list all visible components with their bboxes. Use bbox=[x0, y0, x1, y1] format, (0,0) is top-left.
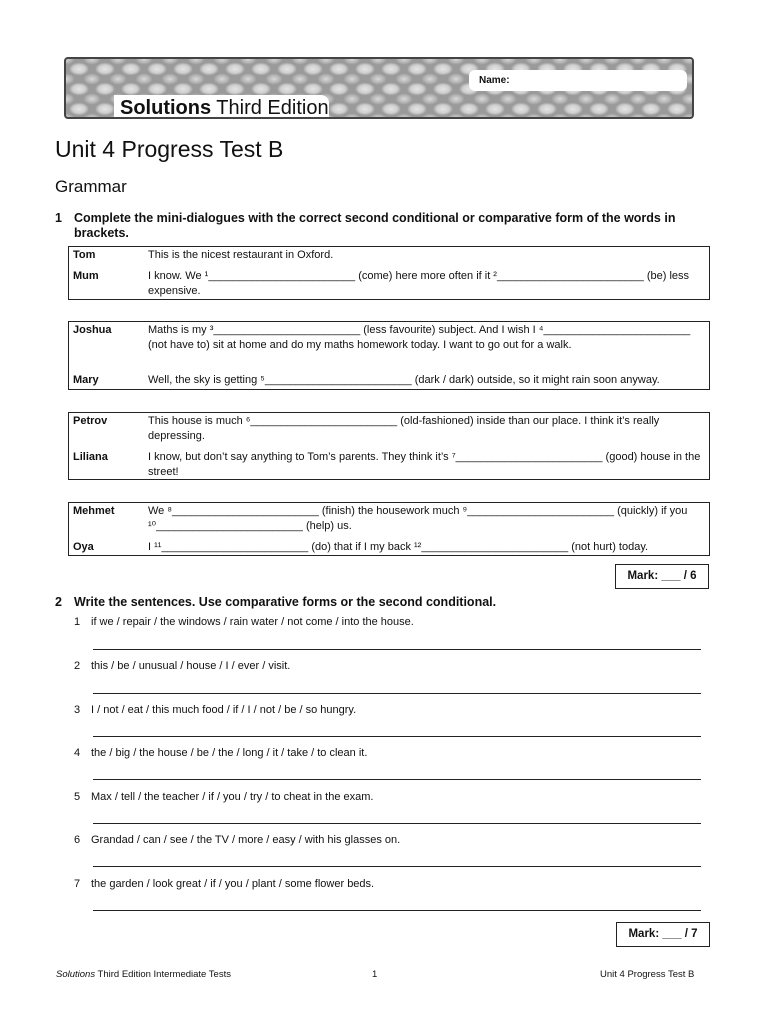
question-number: 1 bbox=[55, 211, 62, 225]
item-prompt: I / not / eat / this much food / if / I / not / be / so hungry. bbox=[91, 704, 357, 716]
dialogue-box-4 bbox=[68, 502, 710, 556]
footer-left bbox=[56, 969, 231, 980]
speaker: Liliana bbox=[73, 451, 108, 463]
dialogue-text: I know, but don’t say anything to Tom’s parents. They think it’s ⁷________________________ (good) house in the street! bbox=[148, 451, 701, 478]
speaker: Mary bbox=[73, 374, 99, 386]
name-field[interactable] bbox=[469, 70, 687, 91]
page-number: 1 bbox=[372, 969, 378, 980]
dialogue-text: Well, the sky is getting ⁵________________________ (dark / dark) outside, so it might rain soon anyway. bbox=[148, 374, 660, 386]
answer-line[interactable] bbox=[93, 649, 701, 650]
brand-title bbox=[114, 95, 329, 119]
answer-line[interactable] bbox=[93, 823, 701, 824]
dialogue-line bbox=[69, 248, 709, 269]
item-prompt: the / big / the house / be / the / long / it / take / to clean it. bbox=[91, 747, 368, 759]
item-number: 6 bbox=[74, 834, 81, 846]
answer-line[interactable] bbox=[93, 779, 701, 780]
dialogue-line bbox=[69, 450, 709, 480]
item-prompt: Max / tell / the teacher / if / you / try / to cheat in the exam. bbox=[91, 791, 374, 803]
answer-line[interactable] bbox=[93, 693, 701, 694]
answer-line[interactable] bbox=[93, 736, 701, 737]
dialogue-line bbox=[69, 504, 709, 540]
brand-edition: Third Edition bbox=[211, 97, 329, 119]
dialogue-line bbox=[69, 414, 709, 450]
dialogue-text: This is the nicest restaurant in Oxford. bbox=[148, 249, 334, 261]
speaker: Mum bbox=[73, 270, 99, 282]
dialogue-text: This house is much ⁶________________________ (old-fashioned) inside than our place. I think it’s really depressing. bbox=[148, 415, 660, 442]
footer-brand: Solutions bbox=[56, 969, 96, 980]
item-number: 1 bbox=[74, 616, 81, 628]
dialogue-box-1 bbox=[68, 246, 710, 300]
dialogue-line bbox=[69, 269, 709, 299]
item-number: 5 bbox=[74, 791, 81, 803]
header-banner bbox=[64, 57, 694, 119]
name-label: Name: bbox=[479, 75, 510, 86]
dialogue-text: I ¹¹________________________ (do) that if I my back ¹²________________________ (not hurt) today. bbox=[148, 541, 649, 553]
item-number: 3 bbox=[74, 704, 81, 716]
item-number: 7 bbox=[74, 878, 81, 890]
speaker: Petrov bbox=[73, 415, 108, 427]
footer-right: Unit 4 Progress Test B bbox=[600, 969, 695, 980]
speaker: Tom bbox=[73, 249, 96, 261]
section-title: Grammar bbox=[55, 177, 127, 196]
question-instruction: Complete the mini-dialogues with the correct second conditional or comparative form of the words in brackets. bbox=[74, 211, 676, 240]
answer-line[interactable] bbox=[93, 910, 701, 911]
dialogue-line bbox=[69, 540, 709, 555]
dialogue-text: Maths is my ³________________________ (less favourite) subject. And I wish I ⁴________________________ (not have to) sit at home and do my maths homework today. I want to go out for a walk. bbox=[148, 324, 691, 351]
item-prompt: this / be / unusual / house / I / ever / visit. bbox=[91, 660, 291, 672]
answer-line[interactable] bbox=[93, 866, 701, 867]
dialogue-box-2 bbox=[68, 321, 710, 390]
mark-box-q2[interactable]: Mark: ___ / 7 bbox=[616, 922, 710, 947]
mark-box-q1[interactable]: Mark: ___ / 6 bbox=[615, 564, 709, 589]
item-number: 2 bbox=[74, 660, 81, 672]
brand-name: Solutions bbox=[120, 97, 212, 119]
item-prompt: if we / repair / the windows / rain water / not come / into the house. bbox=[91, 616, 414, 628]
question-number: 2 bbox=[55, 595, 62, 609]
page-title: Unit 4 Progress Test B bbox=[55, 136, 284, 162]
speaker: Mehmet bbox=[73, 505, 115, 517]
footer-book: Third Edition Intermediate Tests bbox=[95, 969, 231, 980]
item-prompt: the garden / look great / if / you / plant / some flower beds. bbox=[91, 878, 375, 890]
dialogue-line bbox=[69, 323, 709, 373]
dialogue-text: I know. We ¹________________________ (come) here more often if it ²________________________ (be) less expensive. bbox=[148, 270, 690, 297]
dialogue-text: We ⁸________________________ (finish) the housework much ⁹________________________ (quickly) if you ¹⁰________________________ (help) us. bbox=[148, 505, 688, 532]
speaker: Joshua bbox=[73, 324, 112, 336]
item-number: 4 bbox=[74, 747, 81, 759]
question-instruction: Write the sentences. Use comparative forms or the second conditional. bbox=[74, 595, 497, 609]
speaker: Oya bbox=[73, 541, 94, 553]
dialogue-box-3 bbox=[68, 412, 710, 480]
dialogue-line bbox=[69, 373, 709, 388]
item-prompt: Grandad / can / see / the TV / more / easy / with his glasses on. bbox=[91, 834, 401, 846]
